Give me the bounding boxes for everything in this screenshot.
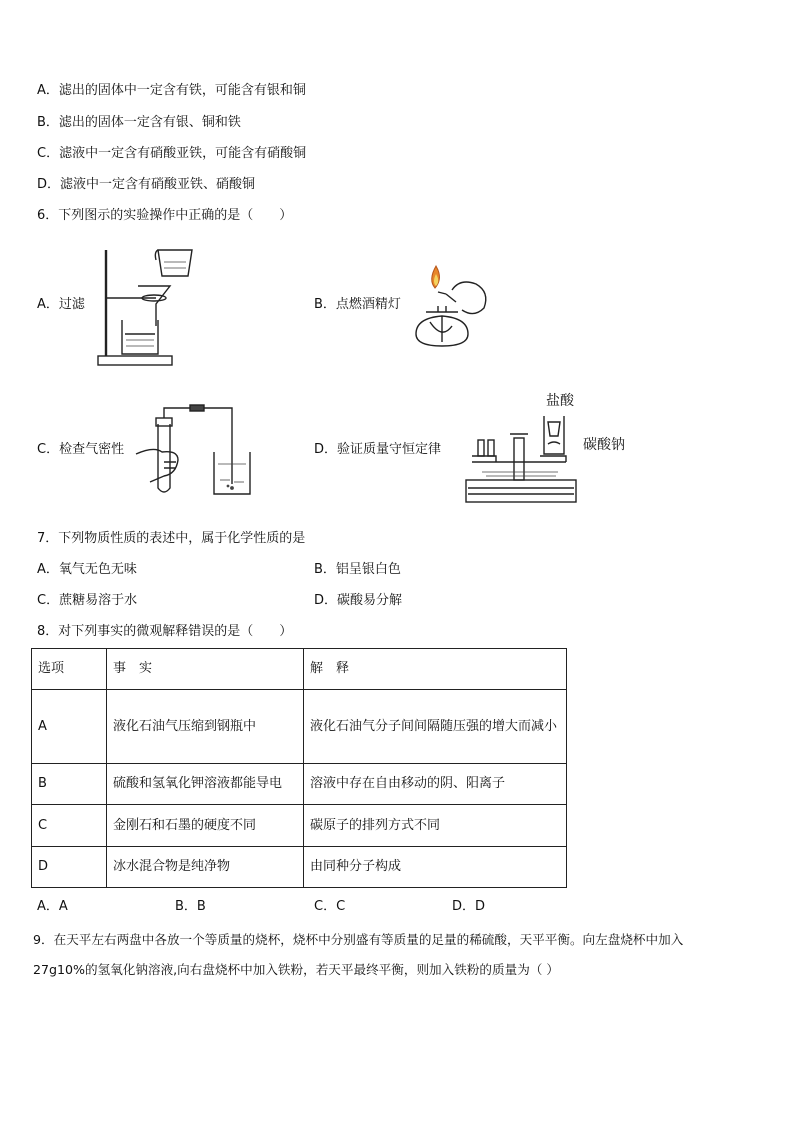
q6-option-b: B．点燃酒精灯 (314, 297, 401, 312)
q7-option-d: D．碳酸易分解 (314, 593, 403, 608)
row-option: C (32, 805, 107, 847)
row-explanation: 溶液中存在自由移动的阴、阳离子 (304, 764, 567, 805)
q5-option-d: D．滤液中一定含有硝酸亚铁、硝酸铜 (37, 177, 256, 192)
row-fact: 硫酸和氢氧化钾溶液都能导电 (107, 764, 304, 805)
table-row (32, 764, 567, 805)
q7-option-b: B．铝呈银白色 (314, 562, 401, 577)
table-header-row (32, 649, 567, 690)
filtration-figure (96, 240, 206, 368)
q9-line2: 27g10%的氢氧化钠溶液,向右盘烧杯中加入铁粉，若天平最终平衡，则加入铁粉的质量为（ ） (33, 962, 559, 977)
row-option: B (32, 764, 107, 805)
q8-option-d: D．D (452, 899, 486, 914)
q6-option-a: A．过滤 (37, 297, 85, 312)
q8-option-a: A．A (37, 899, 68, 914)
table-row (32, 805, 567, 847)
airtightness-figure (130, 402, 260, 500)
acid-label: 盐酸 (546, 393, 574, 409)
q8-option-b: B．B (175, 899, 206, 914)
q6-option-d: D．验证质量守恒定律 (314, 442, 442, 457)
row-fact: 金刚石和石墨的硬度不同 (107, 805, 304, 847)
q8-stem: 8．对下列事实的微观解释错误的是（ ） (37, 624, 293, 639)
row-explanation: 由同种分子构成 (304, 847, 567, 888)
q8-table (31, 648, 567, 888)
alcohol-lamp-figure (408, 262, 494, 352)
header-fact: 事 实 (107, 649, 304, 690)
row-option: D (32, 847, 107, 888)
row-explanation: 碳原子的排列方式不同 (304, 805, 567, 847)
q5-option-a: A．滤出的固体中一定含有铁，可能含有银和铜 (37, 83, 306, 98)
carbonate-label: 碳酸钠 (583, 437, 625, 453)
q7-option-c: C．蔗糖易溶于水 (37, 593, 138, 608)
balance-figure (462, 410, 582, 506)
row-explanation: 液化石油气分子间间隔随压强的增大而减小 (304, 690, 567, 764)
table-row (32, 690, 567, 764)
q5-option-c: C．滤液中一定含有硝酸亚铁，可能含有硝酸铜 (37, 146, 307, 161)
row-fact: 冰水混合物是纯净物 (107, 847, 304, 888)
q7-option-a: A．氧气无色无味 (37, 562, 137, 577)
table-row (32, 847, 567, 888)
row-fact: 液化石油气压缩到钢瓶中 (107, 690, 304, 764)
q5-option-b: B．滤出的固体一定含有银、铜和铁 (37, 115, 241, 130)
q8-option-c: C．C (314, 899, 346, 914)
header-option: 选项 (32, 649, 107, 690)
q9-line1: 9．在天平左右两盘中各放一个等质量的烧杯，烧杯中分别盛有等质量的足量的稀硫酸，天平平衡。向左盘烧杯中加入 (33, 932, 684, 947)
row-option: A (32, 690, 107, 764)
q7-stem: 7．下列物质性质的表述中，属于化学性质的是 (37, 531, 306, 546)
q6-stem: 6．下列图示的实验操作中正确的是（ ） (37, 208, 293, 223)
q6-option-c: C．检查气密性 (37, 442, 125, 457)
header-explanation: 解 释 (304, 649, 567, 690)
